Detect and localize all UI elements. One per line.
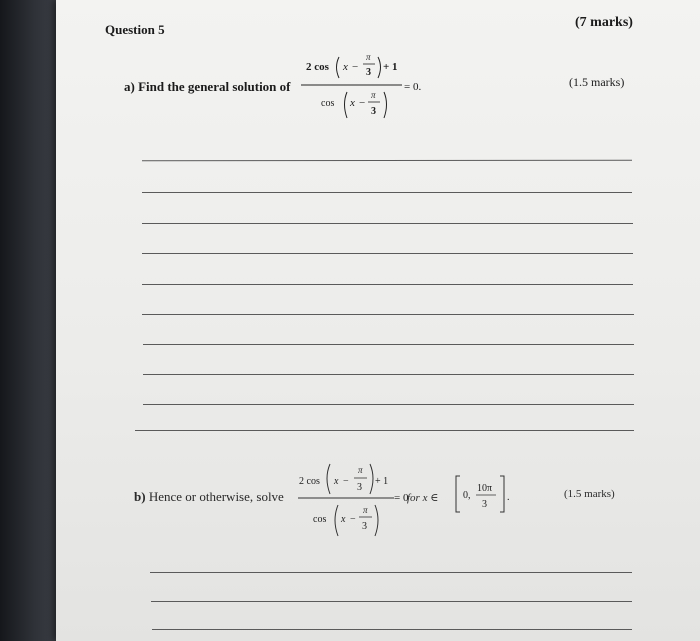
part-a-text: Find the general solution of xyxy=(138,79,291,94)
question-title: Question 5 xyxy=(105,22,165,37)
part-b-domain-text: for x ∈ xyxy=(407,492,439,504)
part-a-prompt xyxy=(124,79,291,95)
part-a-num-coef: 2 cos xyxy=(306,61,329,73)
part-a-num-var: x xyxy=(343,61,348,73)
part-b-label: b) xyxy=(134,489,146,504)
part-a-marks: (1.5 marks) xyxy=(569,75,625,89)
answer-line[interactable] xyxy=(143,374,634,375)
part-b-fraction xyxy=(296,450,396,542)
part-b-den-paren-right xyxy=(375,505,378,536)
part-b-num-pi: π xyxy=(358,465,363,475)
part-b-den-func: cos xyxy=(313,514,327,525)
part-a-num-plus: + 1 xyxy=(383,61,398,73)
answer-line[interactable] xyxy=(142,253,633,254)
part-a-den-paren-left xyxy=(345,92,348,118)
interval-high-numerator: 10π xyxy=(477,483,493,494)
answer-line[interactable] xyxy=(142,314,634,315)
part-b-num-var: x xyxy=(334,476,339,487)
answer-line[interactable] xyxy=(142,160,632,161)
answer-line[interactable] xyxy=(151,601,632,602)
part-b-num-minus: − xyxy=(343,476,349,487)
answer-line[interactable] xyxy=(143,404,634,405)
part-a-fraction xyxy=(299,48,405,126)
part-a-den-pi: π xyxy=(371,90,376,100)
interval-low: 0, xyxy=(463,490,471,501)
answer-line[interactable] xyxy=(150,572,632,573)
part-b-den-paren-left xyxy=(335,505,338,536)
part-b-text: Hence or otherwise, solve xyxy=(148,489,284,504)
part-a-den-minus: − xyxy=(359,97,366,109)
part-b-num-paren-right xyxy=(370,464,373,494)
part-a-label: a) xyxy=(124,79,135,94)
interval-high-denominator: 3 xyxy=(482,499,487,510)
part-b-num-three: 3 xyxy=(357,482,362,493)
question-total-marks: (7 marks) xyxy=(575,15,633,30)
part-b-marks: (1.5 marks) xyxy=(564,488,615,500)
answer-line[interactable] xyxy=(142,223,633,224)
answer-line[interactable] xyxy=(142,192,632,193)
interval-bracket-right xyxy=(500,476,504,512)
interval-trailing-period: . xyxy=(507,492,510,503)
part-b-interval xyxy=(451,468,571,516)
part-a-den-var: x xyxy=(350,97,355,109)
part-b-den-pi: π xyxy=(363,505,368,515)
part-a-num-paren-right xyxy=(378,57,381,78)
answer-line[interactable] xyxy=(143,344,634,345)
answer-line[interactable] xyxy=(152,629,632,630)
part-b-den-minus: − xyxy=(350,514,356,525)
exam-paper xyxy=(56,0,700,641)
answer-line[interactable] xyxy=(135,430,634,431)
part-a-den-three: 3 xyxy=(371,106,376,117)
interval-bracket-left xyxy=(456,476,460,512)
part-a-num-paren-left xyxy=(337,57,340,78)
answer-line[interactable] xyxy=(142,284,633,285)
part-a-equals: = 0. xyxy=(404,81,422,93)
part-b-den-var: x xyxy=(341,514,346,525)
part-b-den-three: 3 xyxy=(362,521,367,532)
part-b-num-plus: + 1 xyxy=(375,476,389,487)
background-edge xyxy=(0,0,58,641)
part-a-num-minus: − xyxy=(352,61,359,73)
part-a-den-func: cos xyxy=(321,98,335,109)
part-a-num-pi: π xyxy=(366,52,371,62)
part-a-den-paren-right xyxy=(384,92,387,118)
part-a-num-three: 3 xyxy=(366,67,371,78)
part-b-num-coef: 2 cos xyxy=(299,476,320,487)
part-b-equals: = 0 xyxy=(394,492,409,504)
part-b-prompt xyxy=(134,489,284,505)
part-b-num-paren-left xyxy=(327,464,330,494)
